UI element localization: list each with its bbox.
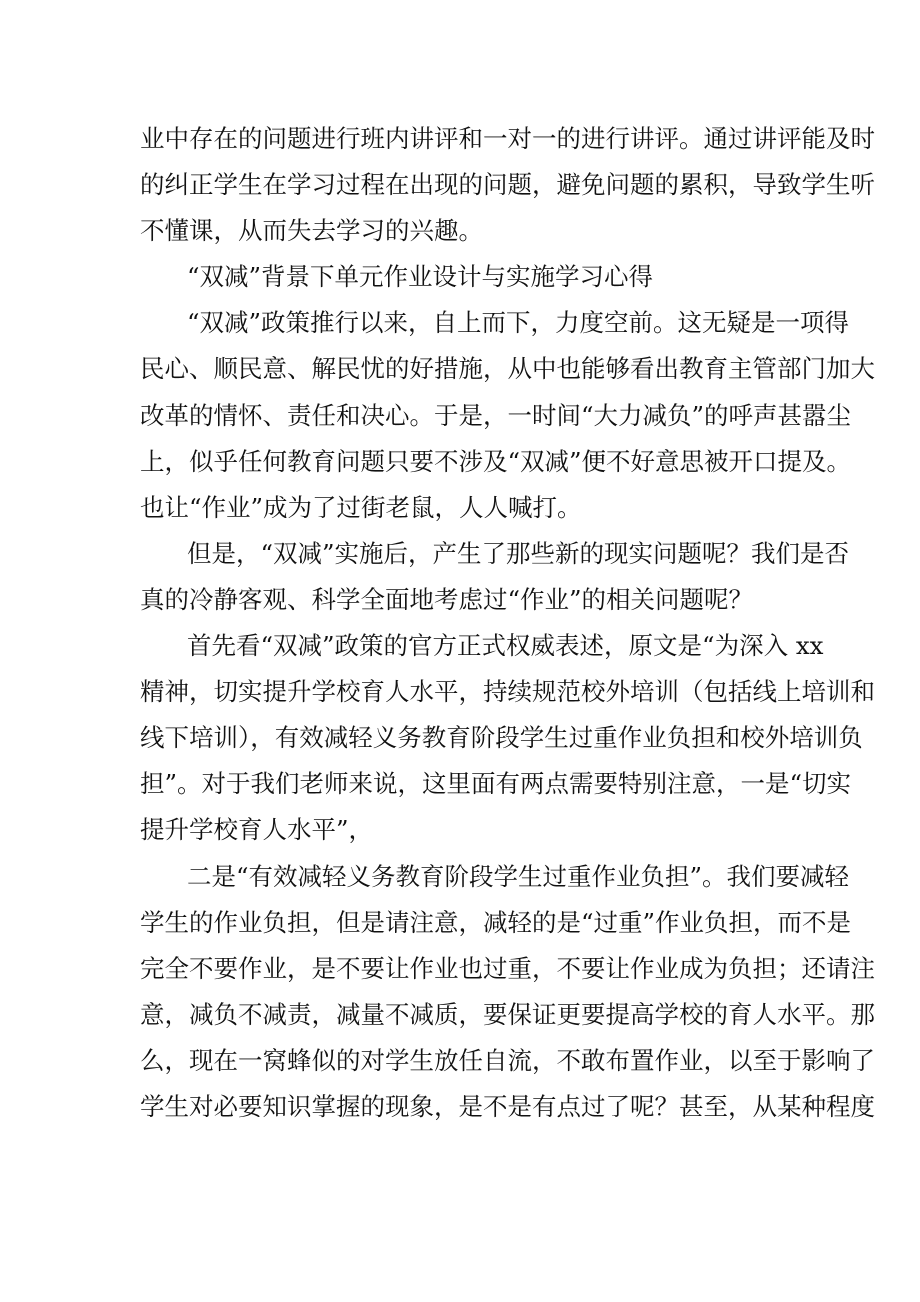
- text-line: 么，现在一窝蜂似的对学生放任自流，不敢布置作业，以至于影响了: [140, 1045, 875, 1075]
- document-body: [140, 116, 875, 1130]
- text-line: 真的冷静客观、科学全面地考虑过“作业”的相关问题呢？: [140, 584, 754, 614]
- text-line: 学生对必要知识掌握的现象，是不是有点过了呢？甚至，从某种程度: [140, 1091, 875, 1121]
- text-line: 线下培训），有效减轻义务教育阶段学生过重作业负担和校外培训负: [140, 723, 863, 753]
- text-line: 民心、顺民意、解民忧的好措施，从中也能够看出教育主管部门加大: [140, 354, 875, 384]
- text-line: 精神，切实提升学校育人水平，持续规范校外培训（包括线上培训和: [140, 677, 875, 707]
- text-line: 但是，“双减”实施后，产生了那些新的现实问题呢？我们是否: [187, 538, 850, 568]
- text-line: 业中存在的问题进行班内讲评和一对一的进行讲评。通过讲评能及时: [140, 124, 875, 153]
- section-heading: “双减”背景下单元作业设计与实施学习心得: [187, 262, 654, 292]
- text-line: 担”。对于我们老师来说，这里面有两点需要特别注意，一是“切实: [140, 769, 852, 799]
- text-line: 上，似乎任何教育问题只要不涉及“双减”便不好意思被开口提及。: [140, 446, 852, 476]
- text-line: 意，减负不减责，减量不减质，要保证更要提高学校的育人水平。那: [140, 999, 875, 1029]
- text-line: 学生的作业负担，但是请注意，减轻的是“过重”作业负担，而不是: [140, 907, 852, 937]
- text-line: 提升学校育人水平”，: [140, 815, 374, 845]
- text-line: 不懂课，从而失去学习的兴趣。: [140, 216, 483, 246]
- text-line: “双减”政策推行以来，自上而下，力度空前。这无疑是一项得: [187, 308, 850, 338]
- text-line: 改革的情怀、责任和决心。于是，一时间“大力减负”的呼声甚嚣尘: [140, 400, 852, 430]
- text-line: 也让“作业”成为了过街老鼠，人人喊打。: [140, 492, 582, 522]
- text-line: 完全不要作业，是不要让作业也过重，不要让作业成为负担；还请注: [140, 953, 875, 983]
- text-line: 的纠正学生在学习过程在出现的问题，避免问题的累积，导致学生听: [140, 170, 875, 200]
- text-line: 二是“有效减轻义务教育阶段学生过重作业负担”。我们要减轻: [187, 861, 850, 891]
- text-line: 首先看“双减”政策的官方正式权威表述，原文是“为深入 xx: [187, 631, 824, 661]
